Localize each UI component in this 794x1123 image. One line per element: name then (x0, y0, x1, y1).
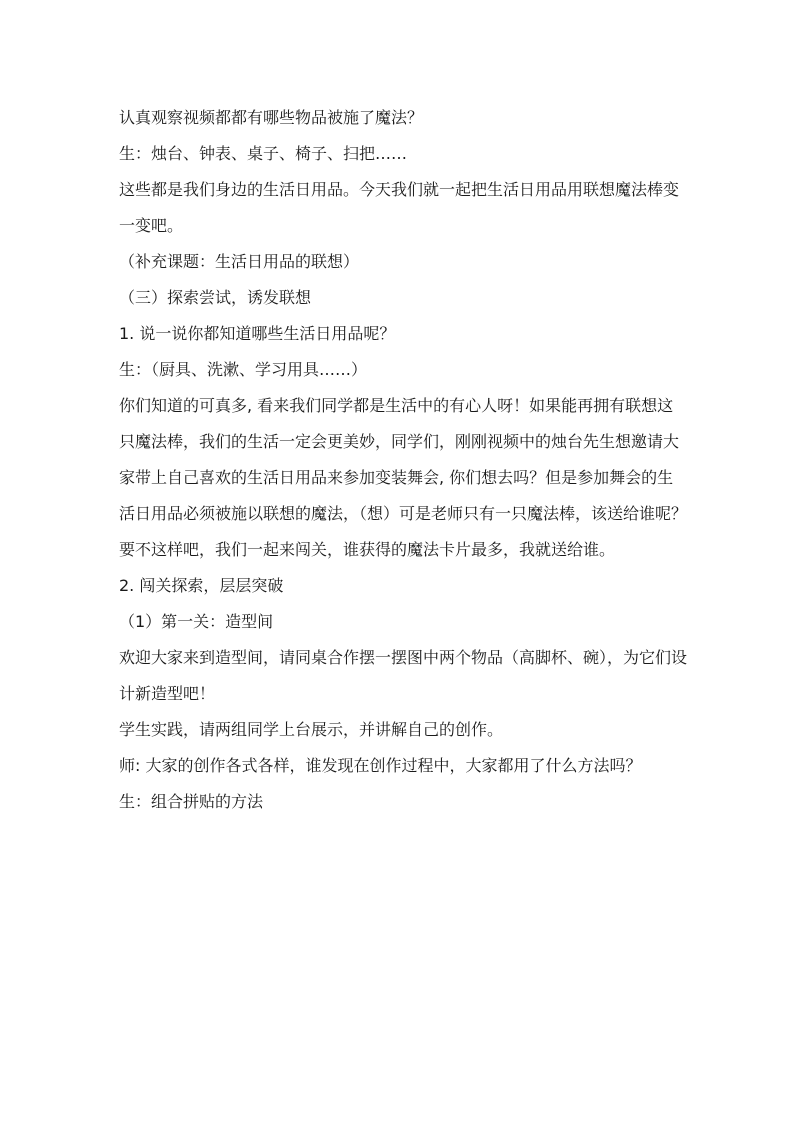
section-heading-explore: （三）探索尝试，诱发联想 (119, 288, 312, 307)
paragraph-student-method: 生：组合拼贴的方法 (119, 792, 264, 811)
paragraph-student-answer-objects: 生：烛台、钟表、桌子、椅子、扫把…… (119, 144, 408, 163)
paragraph-styling-room: 欢迎大家来到造型间，请同桌合作摆一摆图中两个物品（高脚杯、碗），为它们设计新造型吧！ (119, 648, 688, 703)
paragraph-daily-items-intro: 这些都是我们身边的生活日用品。今天我们就一起把生活日用品用联想魔法棒变一变吧。 (119, 180, 680, 235)
paragraph-masquerade-story: 你们知道的可真多, 看来我们同学都是生活中的有心人呀！如果能再拥有联想这只魔法棒，我们的生活一定会更美妙，同学们，刚刚视频中的烛台先生想邀请大家带上自己喜欢的生活日用品来参加变装舞会, 你们想去吗？但是参加舞会的生活日用品必须被施以联想的魔法，（想）可是老师只有一只魔法棒，该送给谁呢？要不这样吧，我们一起来闯关，谁获得的魔法卡片最多，我就送给谁。 (119, 396, 688, 559)
level-1-heading: （1）第一关：造型间 (119, 612, 274, 631)
paragraph-student-practice: 学生实践，请两组同学上台展示，并讲解自己的创作。 (119, 720, 504, 739)
paragraph-topic-supplement: （补充课题：生活日用品的联想） (119, 252, 360, 271)
step-2-heading: 2. 闯关探索，层层突破 (119, 576, 284, 595)
step-1-heading: 1. 说一说你都知道哪些生活日用品呢？ (119, 324, 396, 343)
paragraph-teacher-question: 师: 大家的创作各式各样，谁发现在创作过程中，大家都用了什么方法吗？ (119, 756, 642, 775)
paragraph-question: 认真观察视频都都有哪些物品被施了魔法？ (119, 108, 424, 127)
document-body (119, 100, 689, 820)
paragraph-student-answer-categories: 生：（厨具、洗漱、学习用具……） (119, 360, 368, 379)
